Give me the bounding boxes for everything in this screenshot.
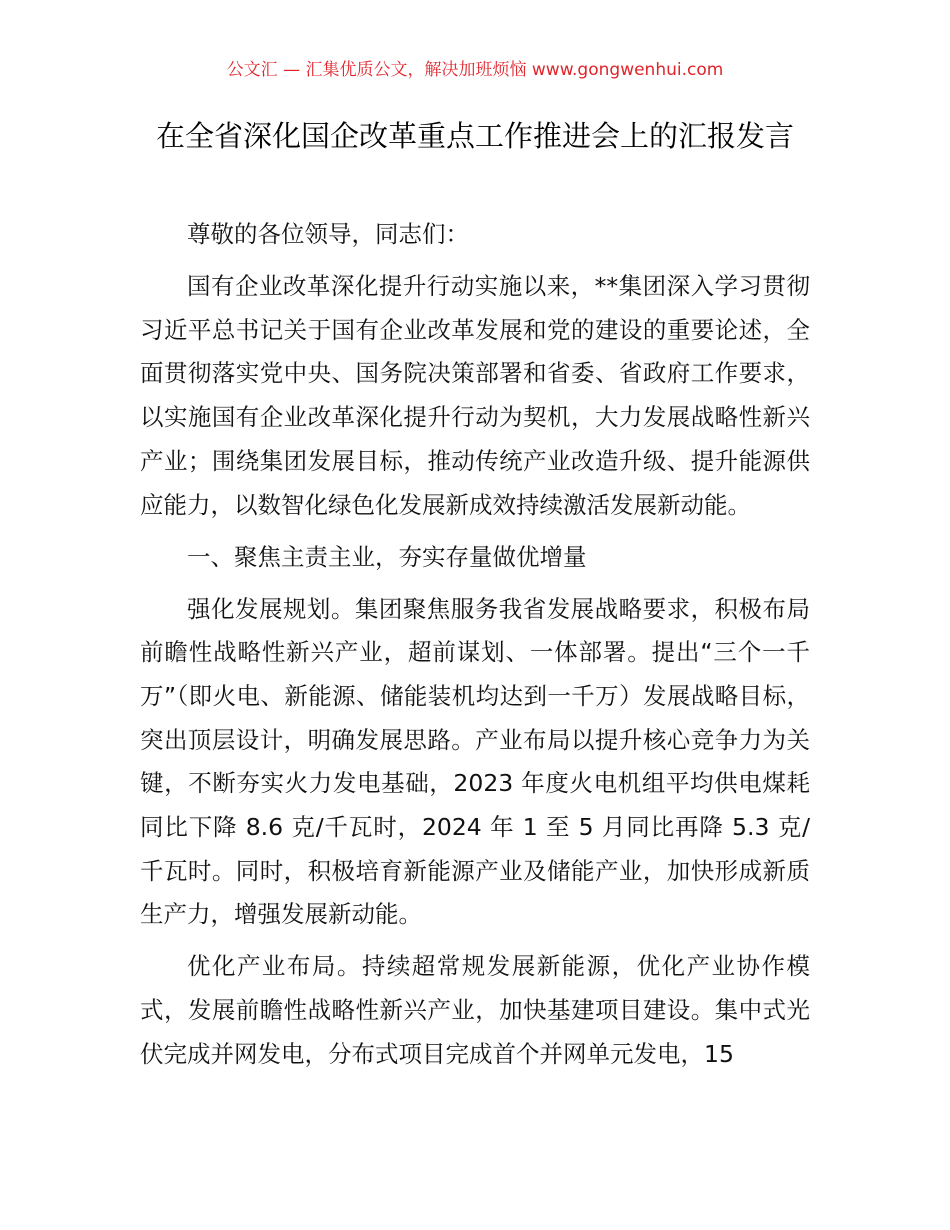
document-body — [140, 213, 810, 1085]
section-heading: 一、聚焦主责主业，夯实存量做优增量 — [187, 542, 587, 571]
salutation: 尊敬的各位领导，同志们： — [187, 220, 469, 248]
intro-paragraph: 国有企业改革深化提升行动实施以来，**集团深入学习贯彻习近平总书记关于国有企业改革发展和党的建设的重要论述，全面贯彻落实党中央、国务院决策部署和省委、省政府工作要求，以实施国有企业改革深化提升行动为契机，大力发展战略性新兴产业；围绕集团发展目标，推动传统产业改造升级、提升能源供应能力，以数智化绿色化发展新成效持续激活发展新动能。 — [140, 272, 810, 519]
paragraph-industry-layout: 优化产业布局。持续超常规发展新能源，优化产业协作模式，发展前瞻性战略性新兴产业，加快基建项目建设。集中式光伏完成并网发电，分布式项目完成首个并网单元发电，15 — [140, 952, 810, 1068]
paragraph-development-planning: 强化发展规划。集团聚焦服务我省发展战略要求，积极布局前瞻性战略性新兴产业，超前谋划、一体部署。提出“三个一千万”（即火电、新能源、储能装机均达到一千万）发展战略目标，突出顶层设计，明确发展思路。产业布局以提升核心竞争力为关键，不断夯实火力发电基础，2023 年度火电机组平均供电煤耗同比下降 8.6 克/千瓦时，2024 年 1 至 5 月同比再降 5.3 克/千瓦时。同时，积极培育新能源产业及储能产业，加快形成新质生产力，增强发展新动能。 — [140, 594, 810, 929]
site-banner: 公文汇 — 汇集优质公文，解决加班烦恼 www.gongwenhui.com — [226, 60, 724, 80]
document-title: 在全省深化国企改革重点工作推进会上的汇报发言 — [155, 119, 794, 153]
